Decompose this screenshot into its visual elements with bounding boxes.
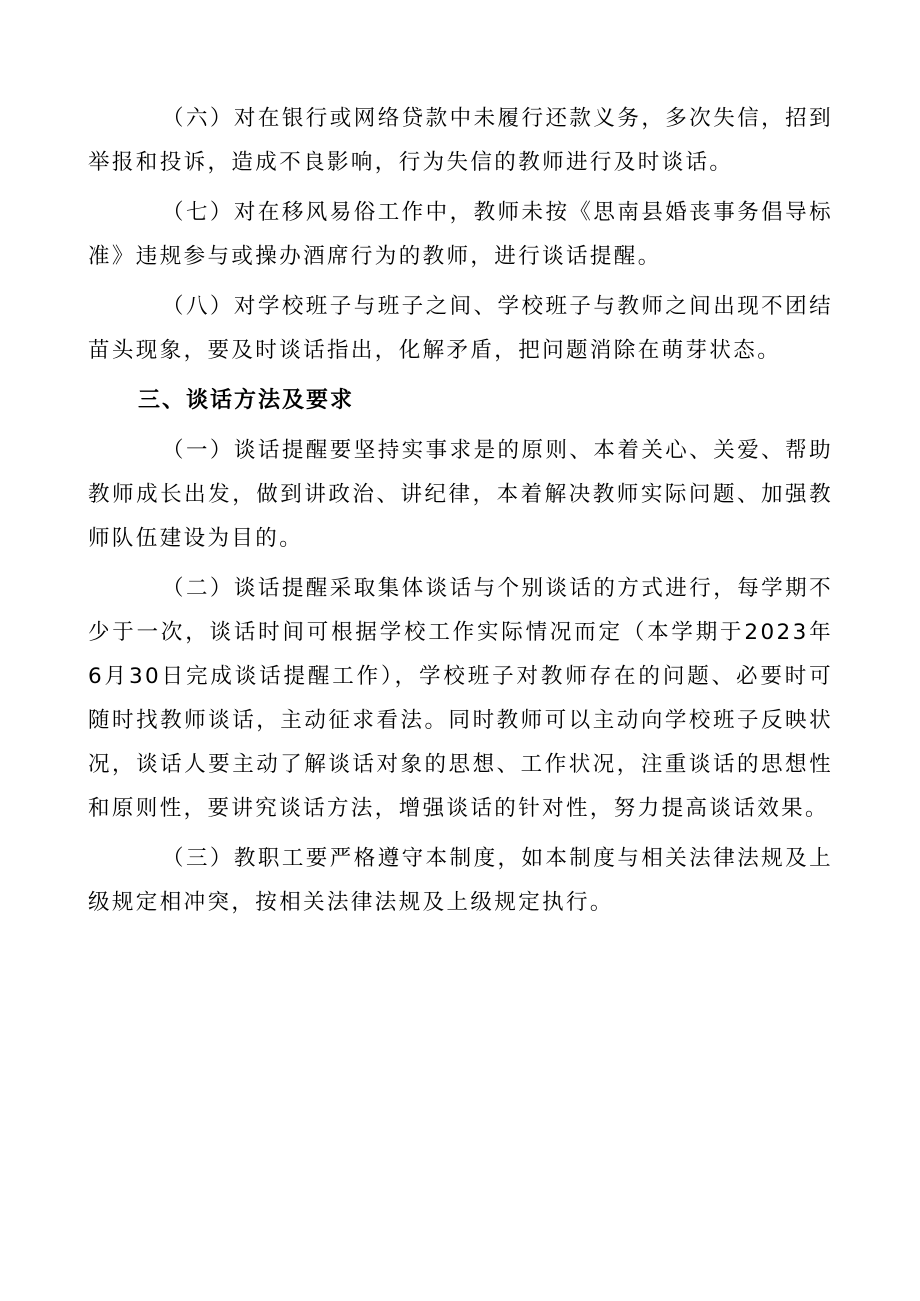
paragraph-item-8: （八）对学校班子与班子之间、学校班子与教师之间出现不团结苗头现象，要及时谈话指出，化解矛盾，把问题消除在萌芽状态。	[88, 294, 833, 363]
paragraph-method-1: （一）谈话提醒要坚持实事求是的原则、本着关心、关爱、帮助教师成长出发，做到讲政治、讲纪律，本着解决教师实际问题、加强教师队伍建设为目的。	[88, 438, 833, 551]
paragraph-method-2: （二）谈话提醒采取集体谈话与个别谈话的方式进行，每学期不少于一次，谈话时间可根据学校工作实际情况而定（本学期于2023年6月30日完成谈话提醒工作），学校班子对教师存在的问题、必要时可随时找教师谈话，主动征求看法。同时教师可以主动向学校班子反映状况，谈话人要主动了解谈话对象的思想、工作状况，注重谈话的思想性和原则性，要讲究谈话方法，增强谈话的针对性，努力提高谈话效果。	[88, 576, 833, 821]
section-heading-3: 三、谈话方法及要求	[138, 388, 355, 413]
paragraph-method-3: （三）教职工要严格遵守本制度，如本制度与相关法律法规及上级规定相冲突，按相关法律法规及上级规定执行。	[88, 846, 833, 915]
paragraph-item-7: （七）对在移风易俗工作中，教师未按《思南县婚丧事务倡导标准》违规参与或操办酒席行为的教师，进行谈话提醒。	[88, 200, 833, 269]
paragraph-item-6: （六）对在银行或网络贷款中未履行还款义务，多次失信，招到举报和投诉，造成不良影响，行为失信的教师进行及时谈话。	[88, 106, 833, 175]
document-body	[88, 97, 833, 931]
